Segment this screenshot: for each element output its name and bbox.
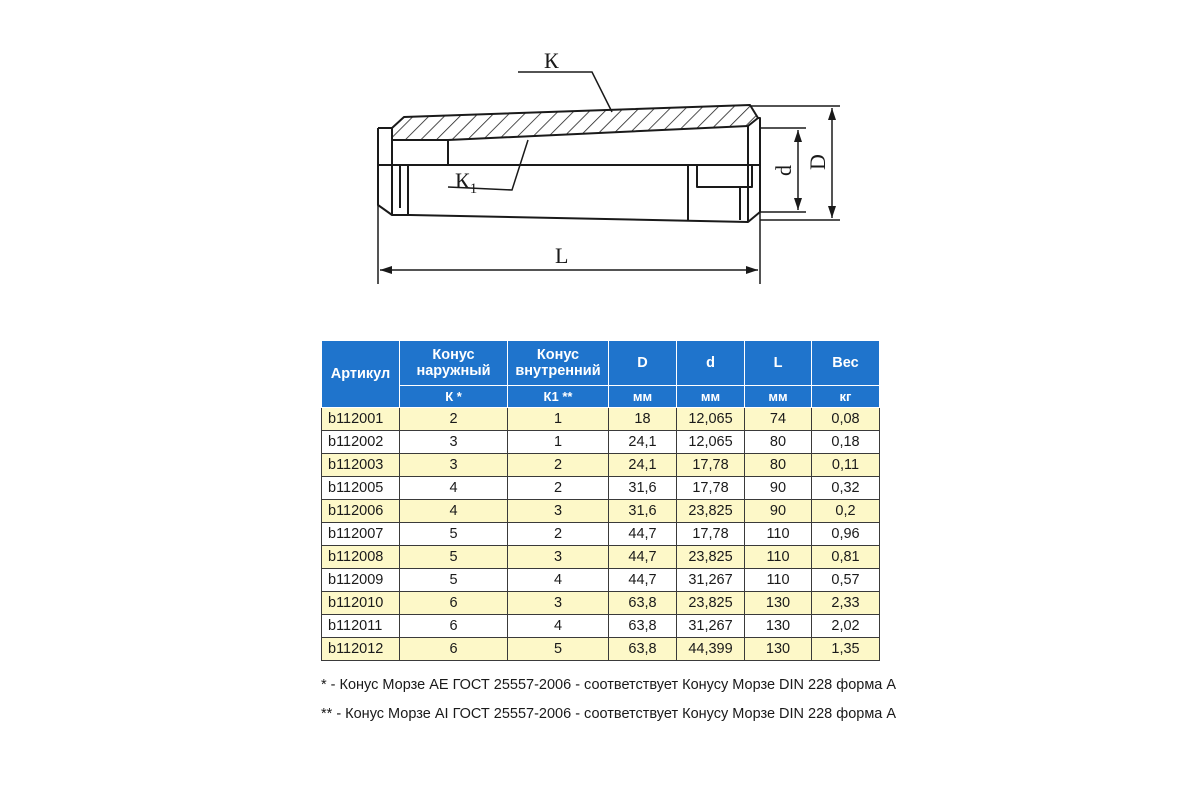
unit-d: мм — [677, 386, 745, 408]
label-L: L — [555, 243, 569, 268]
cell-weight: 2,02 — [812, 615, 880, 638]
cell-inner-cone: 4 — [508, 569, 609, 592]
table-units-row — [322, 386, 880, 408]
unit-D: мм — [609, 386, 677, 408]
cell-inner-cone: 4 — [508, 615, 609, 638]
cell-outer-cone: 2 — [400, 408, 508, 431]
cell-D: 18 — [609, 408, 677, 431]
cell-article: b112001 — [322, 408, 400, 431]
cell-d: 12,065 — [677, 431, 745, 454]
cell-d: 23,825 — [677, 500, 745, 523]
cell-weight: 0,11 — [812, 454, 880, 477]
cell-L: 110 — [745, 523, 812, 546]
cell-inner-cone: 2 — [508, 523, 609, 546]
cell-D: 44,7 — [609, 569, 677, 592]
taper-sleeve-drawing — [0, 0, 1200, 330]
unit-weight: кг — [812, 386, 880, 408]
cell-outer-cone: 6 — [400, 615, 508, 638]
cell-article: b112011 — [322, 615, 400, 638]
cell-article: b112012 — [322, 638, 400, 661]
cell-weight: 0,32 — [812, 477, 880, 500]
cell-article: b112008 — [322, 546, 400, 569]
cell-L: 90 — [745, 477, 812, 500]
header-inner-cone — [508, 341, 609, 386]
cell-outer-cone: 4 — [400, 477, 508, 500]
cell-L: 110 — [745, 546, 812, 569]
cell-weight: 1,35 — [812, 638, 880, 661]
table-header-row — [322, 341, 880, 386]
cell-D: 31,6 — [609, 477, 677, 500]
cell-L: 130 — [745, 592, 812, 615]
table-row — [322, 431, 880, 454]
header-inner-cone-line2: внутренний — [515, 363, 601, 379]
cell-outer-cone: 4 — [400, 500, 508, 523]
cell-inner-cone: 5 — [508, 638, 609, 661]
table-row — [322, 638, 880, 661]
header-L: L — [745, 341, 812, 386]
cell-weight: 0,81 — [812, 546, 880, 569]
header-article: Артикул — [322, 341, 400, 408]
label-k: К — [544, 48, 559, 73]
table-row — [322, 523, 880, 546]
cell-d: 23,825 — [677, 592, 745, 615]
label-d: d — [771, 165, 796, 176]
table-row — [322, 546, 880, 569]
cell-article: b112006 — [322, 500, 400, 523]
cell-inner-cone: 3 — [508, 500, 609, 523]
cell-outer-cone: 6 — [400, 592, 508, 615]
cell-d: 31,267 — [677, 569, 745, 592]
cell-d: 23,825 — [677, 546, 745, 569]
header-D: D — [609, 341, 677, 386]
unit-L: мм — [745, 386, 812, 408]
cell-d: 44,399 — [677, 638, 745, 661]
cell-d: 17,78 — [677, 477, 745, 500]
cell-d: 12,065 — [677, 408, 745, 431]
cell-weight: 0,18 — [812, 431, 880, 454]
cell-D: 44,7 — [609, 546, 677, 569]
footnote-outer-cone: * - Конус Морзе АЕ ГОСТ 25557-2006 - соответствует Конусу Морзе DIN 228 форма А — [321, 677, 897, 693]
cell-weight: 0,57 — [812, 569, 880, 592]
header-outer-cone-line1: Конус — [432, 347, 475, 363]
cell-inner-cone: 2 — [508, 477, 609, 500]
cell-outer-cone: 5 — [400, 523, 508, 546]
cell-outer-cone: 5 — [400, 546, 508, 569]
cell-weight: 0,08 — [812, 408, 880, 431]
cell-inner-cone: 3 — [508, 546, 609, 569]
cell-weight: 0,2 — [812, 500, 880, 523]
cell-article: b112005 — [322, 477, 400, 500]
cell-D: 44,7 — [609, 523, 677, 546]
cell-L: 130 — [745, 638, 812, 661]
cell-d: 31,267 — [677, 615, 745, 638]
cell-article: b112010 — [322, 592, 400, 615]
cell-D: 63,8 — [609, 615, 677, 638]
cell-weight: 2,33 — [812, 592, 880, 615]
specification-table — [321, 340, 880, 661]
cell-D: 63,8 — [609, 592, 677, 615]
cell-outer-cone: 3 — [400, 431, 508, 454]
header-weight: Вес — [812, 341, 880, 386]
cell-inner-cone: 2 — [508, 454, 609, 477]
table-row — [322, 500, 880, 523]
header-outer-cone — [400, 341, 508, 386]
cell-L: 80 — [745, 454, 812, 477]
cell-article: b112009 — [322, 569, 400, 592]
table-row — [322, 615, 880, 638]
cell-outer-cone: 3 — [400, 454, 508, 477]
table-row — [322, 454, 880, 477]
cell-weight: 0,96 — [812, 523, 880, 546]
cell-outer-cone: 6 — [400, 638, 508, 661]
footnote-inner-cone: ** - Конус Морзе АI ГОСТ 25557-2006 - соответствует Конусу Морзе DIN 228 форма А — [321, 706, 897, 722]
hatched-wall-section — [392, 105, 758, 140]
cell-d: 17,78 — [677, 454, 745, 477]
cell-L: 80 — [745, 431, 812, 454]
cell-L: 90 — [745, 500, 812, 523]
cell-D: 24,1 — [609, 454, 677, 477]
table-row — [322, 477, 880, 500]
cell-article: b112002 — [322, 431, 400, 454]
cell-D: 31,6 — [609, 500, 677, 523]
cell-D: 24,1 — [609, 431, 677, 454]
cell-article: b112003 — [322, 454, 400, 477]
leader-k — [518, 72, 612, 112]
cell-L: 130 — [745, 615, 812, 638]
cell-L: 74 — [745, 408, 812, 431]
label-D: D — [805, 154, 830, 170]
unit-outer-cone: К * — [400, 386, 508, 408]
cell-inner-cone: 3 — [508, 592, 609, 615]
table-row — [322, 408, 880, 431]
header-outer-cone-line2: наружный — [416, 363, 491, 379]
cell-inner-cone: 1 — [508, 431, 609, 454]
unit-inner-cone: К1 ** — [508, 386, 609, 408]
cell-outer-cone: 5 — [400, 569, 508, 592]
cell-inner-cone: 1 — [508, 408, 609, 431]
header-inner-cone-line1: Конус — [536, 347, 580, 363]
table-row — [322, 569, 880, 592]
header-d: d — [677, 341, 745, 386]
table-row — [322, 592, 880, 615]
cell-L: 110 — [745, 569, 812, 592]
cell-d: 17,78 — [677, 523, 745, 546]
label-k1: $К_1$ — [455, 168, 478, 197]
cell-article: b112007 — [322, 523, 400, 546]
cell-D: 63,8 — [609, 638, 677, 661]
